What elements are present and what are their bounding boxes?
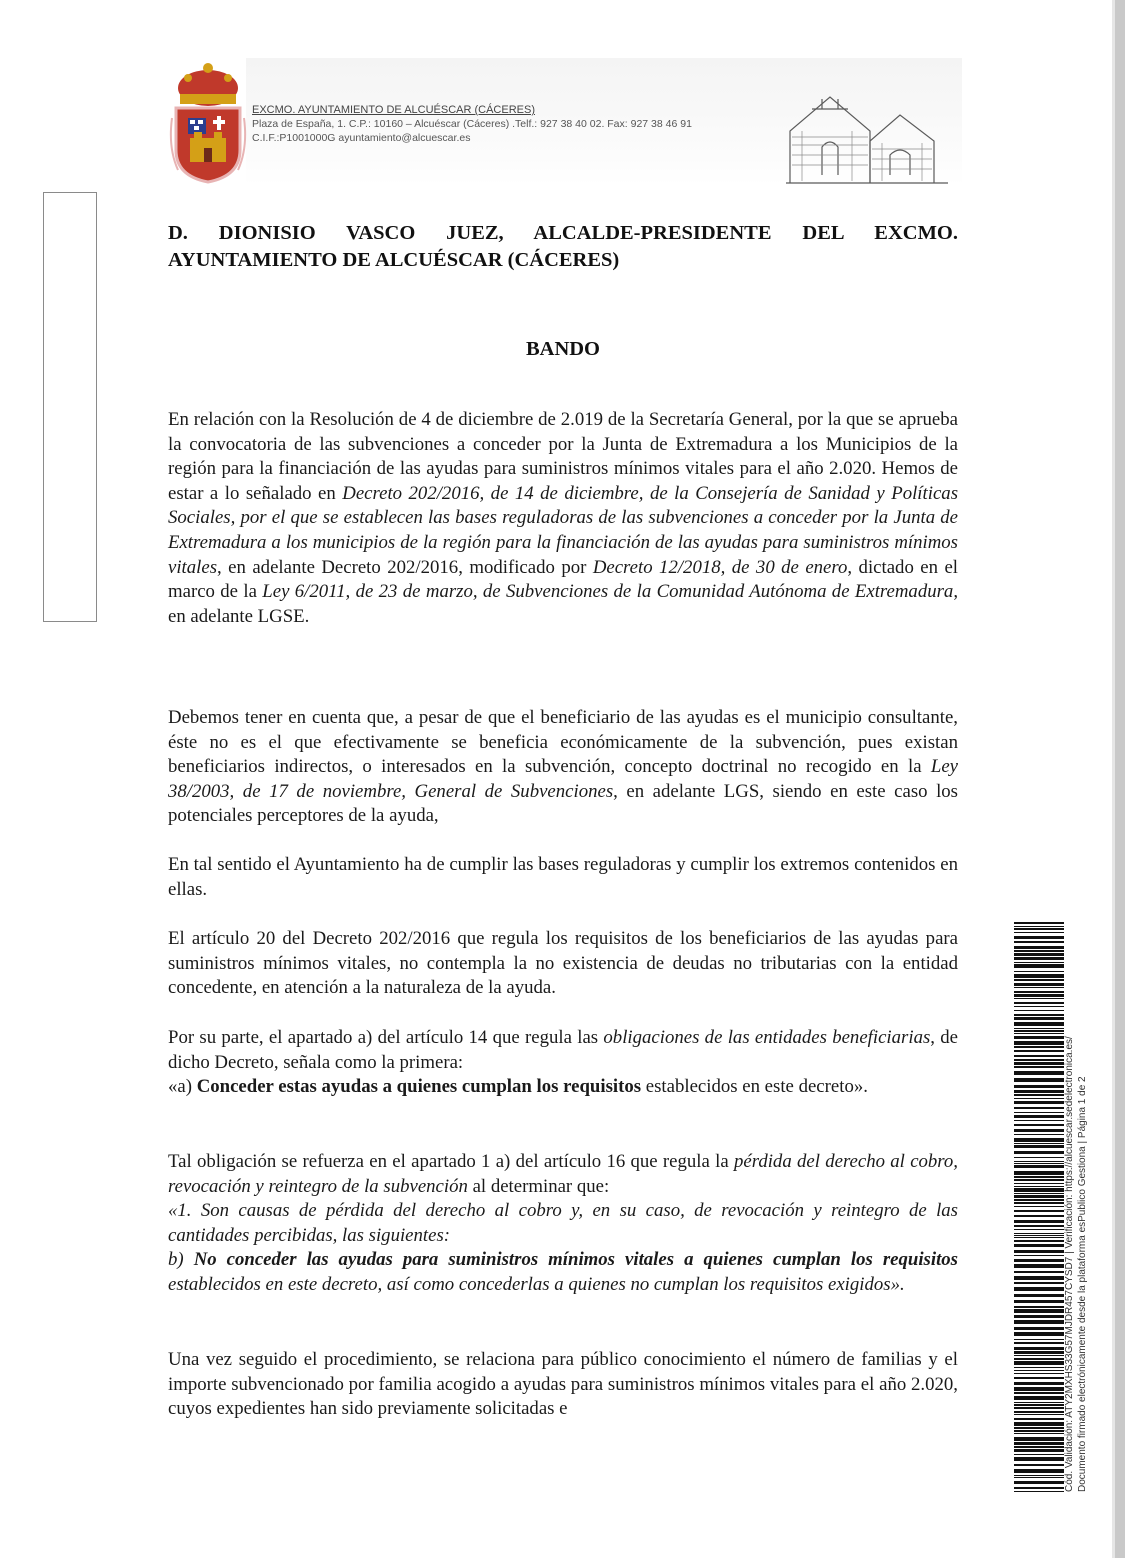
letterhead-title: EXCMO. AYUNTAMIENTO DE ALCUÉSCAR (CÁCERES) bbox=[252, 104, 535, 116]
p6-italic-1: pérdida del derecho al cobro, revocación y reintegro de la subvención bbox=[168, 1151, 959, 1197]
p5-quote bbox=[168, 1075, 958, 1100]
document-heading bbox=[168, 220, 958, 274]
p6-clause-b bbox=[168, 1248, 958, 1297]
validation-platform: Documento firmado electrónicamente desde la plataforma esPublico Gestiona | Página 1 de 2 bbox=[1076, 1076, 1088, 1492]
p1-italic-3: Ley 6/2011, de 23 de marzo, de Subvenciones de la Comunidad Autónoma de Extremadura bbox=[262, 581, 954, 603]
heading-line-1: D. DIONISIO VASCO JUEZ, ALCALDE-PRESIDENTE DEL EXCMO. bbox=[168, 222, 958, 244]
p2-italic-1: Ley 38/2003, de 17 de noviembre, General de Subvenciones bbox=[168, 756, 958, 802]
p5-quote-open: «a) bbox=[168, 1076, 197, 1098]
p2-text-2: , en adelante LGS, siendo en este caso los potenciales perceptores de la ayuda, bbox=[168, 780, 958, 827]
p5-italic-1: obligaciones de las entidades beneficiarias bbox=[603, 1027, 931, 1048]
p6-bold-italic-1: No conceder las ayudas para suministros mínimos vitales a quienes cumplan los requisitos bbox=[193, 1249, 958, 1271]
p5-quote-rest: establecidos en este decreto». bbox=[641, 1076, 868, 1098]
p1-text-3: , dictado en el marco de la bbox=[168, 556, 959, 603]
p6-text-1: Tal obligación se refuerza en el apartado 1 a) del artículo 16 que regula la bbox=[168, 1151, 734, 1172]
p5-text-1: Por su parte, el apartado a) del artículo 14 que regula las bbox=[168, 1027, 604, 1048]
validation-footer bbox=[1064, 902, 1089, 1492]
paragraph-6 bbox=[168, 1150, 958, 1298]
paragraph-5 bbox=[168, 1026, 958, 1100]
document-title: BANDO bbox=[525, 338, 601, 360]
letterhead-address: Plaza de España, 1. C.P.: 10160 – Alcuéscar (Cáceres) .Telf.: 927 38 40 02. Fax: 927 38 46 91 bbox=[252, 118, 692, 130]
p6-italic-3: b) bbox=[168, 1249, 194, 1271]
p6-italic-4: establecidos en este decreto, así como concederlas a quienes no cumplan los requisitos exigidos». bbox=[168, 1273, 905, 1295]
p1-text-1: En relación con la Resolución de 4 de diciembre de 2.019 de la Secretaría General, por la que se aprueba la convocatoria de las subvenciones a conceder por la Junta de Extremadura a los Municipios de la región para la financiación de las ayudas para suministros mínimos vitales para el año 2.020. Hemos de estar a lo señalado en bbox=[168, 409, 958, 504]
letterhead-contact: C.I.F.:P1001000G ayuntamiento@alcuescar.es bbox=[252, 132, 471, 144]
margin-stamp-box bbox=[43, 192, 97, 622]
validation-code: Cód. Validación: ATY2MXHS33G57MJDR457CYSD7 | Verificación: https://alcuescar.sedelectronica.es/ bbox=[1064, 1036, 1075, 1492]
paragraph-2 bbox=[168, 706, 958, 829]
p5-bold-1: Conceder estas ayudas a quienes cumplan los requisitos bbox=[196, 1076, 642, 1098]
church-sketch-icon bbox=[782, 85, 952, 185]
p1-italic-2: Decreto 12/2018, de 30 de enero bbox=[592, 556, 848, 578]
coat-of-arms-icon bbox=[168, 58, 248, 186]
p1-text-4: , en adelante LGSE. bbox=[168, 581, 959, 627]
p1-italic-1: Decreto 202/2016, de 14 de diciembre, de la Consejería de Sanidad y Políticas Sociales, por el que se establecen las bases reguladoras de las subvenciones a conceder por la Junta de Extremadura a los municipios de la región para la financiación de las ayudas para suministros mínimos vitales bbox=[168, 482, 958, 578]
heading-line-2: AYUNTAMIENTO DE ALCUÉSCAR (CÁCERES) bbox=[168, 249, 620, 271]
p6-text-2: al determinar que: bbox=[467, 1175, 610, 1197]
paragraph-1 bbox=[168, 408, 958, 629]
paragraph-3: En tal sentido el Ayuntamiento ha de cumplir las bases reguladoras y cumplir los extremos contenidos en ellas. bbox=[168, 854, 958, 900]
paragraph-4: El artículo 20 del Decreto 202/2016 que regula los requisitos de los beneficiarios de las ayudas para suministros mínimos vitales, no contempla la no existencia de deudas no tributarias con la entidad concedente, en atención a la naturaleza de la ayuda. bbox=[168, 928, 958, 999]
letterhead-text bbox=[252, 103, 692, 145]
p1-text-2: , en adelante Decreto 202/2016, modificado por bbox=[217, 556, 593, 578]
barcode-icon bbox=[1014, 922, 1064, 1492]
paragraph-7: Una vez seguido el procedimiento, se relaciona para público conocimiento el número de familias y el importe subvencionado por familia acogido a ayudas para suministros mínimos vitales para el año 2.020, cuyos expedientes han sido previamente solicitadas e bbox=[168, 1349, 958, 1420]
p6-italic-2: «1. Son causas de pérdida del derecho al cobro y, en su caso, de revocación y reintegro de las cantidades percibidas, las siguientes: bbox=[168, 1200, 958, 1246]
page-edge bbox=[1115, 0, 1125, 1558]
p5-text-2: , de dicho Decreto, señala como la primera: bbox=[168, 1027, 959, 1073]
p2-text-1: Debemos tener en cuenta que, a pesar de que el beneficiario de las ayudas es el municipio consultante, éste no es el que efectivamente se beneficia económicamente de la subvención, pues existan beneficiarios indirectos, o interesados en la subvención, concepto doctrinal no recogido en la bbox=[168, 707, 958, 778]
